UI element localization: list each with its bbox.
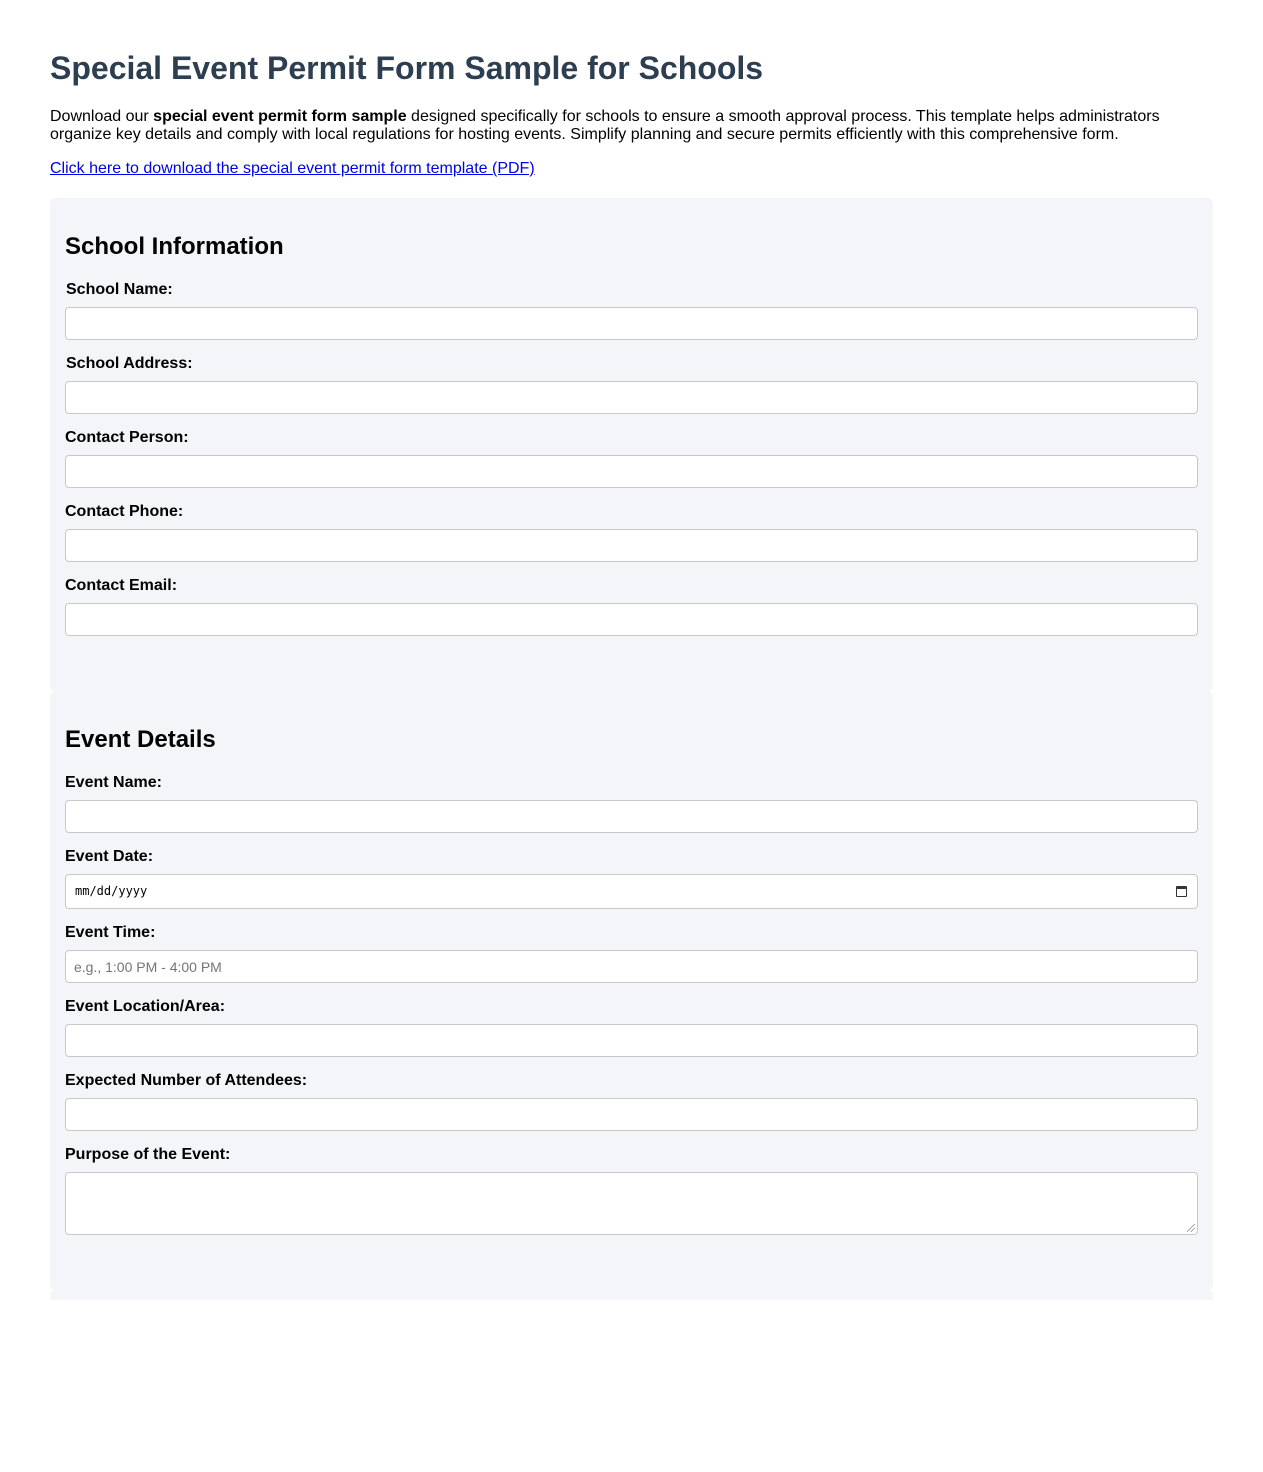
event-name-input[interactable] bbox=[65, 800, 1198, 833]
section-school-information bbox=[50, 198, 1213, 691]
calendar-icon[interactable] bbox=[1176, 886, 1187, 897]
label-contact-person: Contact Person: bbox=[65, 429, 189, 446]
section-next-partial bbox=[50, 1290, 1213, 1300]
intro-paragraph bbox=[50, 108, 1190, 144]
label-event-purpose: Purpose of the Event: bbox=[65, 1146, 231, 1163]
intro-text-before: Download our bbox=[50, 108, 154, 125]
expected-attendees-input[interactable] bbox=[65, 1098, 1198, 1131]
intro-text-bold: special event permit form sample bbox=[153, 108, 407, 125]
event-date-input[interactable] bbox=[65, 874, 1198, 909]
school-address-input[interactable] bbox=[65, 381, 1198, 414]
label-event-name: Event Name: bbox=[65, 774, 162, 791]
resize-grip-icon[interactable] bbox=[1187, 1224, 1195, 1232]
label-event-date: Event Date: bbox=[65, 848, 154, 865]
section-title: Event Details bbox=[65, 726, 216, 753]
label-expected-attendees: Expected Number of Attendees: bbox=[65, 1072, 308, 1089]
page-title: Special Event Permit Form Sample for Schools bbox=[50, 50, 764, 86]
label-event-location: Event Location/Area: bbox=[65, 998, 226, 1015]
section-event-details bbox=[50, 691, 1213, 1290]
school-name-input[interactable] bbox=[65, 307, 1198, 340]
event-time-input[interactable] bbox=[65, 950, 1198, 983]
label-event-time: Event Time: bbox=[65, 924, 156, 941]
event-purpose-textarea[interactable] bbox=[65, 1172, 1198, 1235]
label-contact-phone: Contact Phone: bbox=[65, 503, 184, 520]
label-school-name: School Name: bbox=[66, 281, 173, 298]
label-contact-email: Contact Email: bbox=[65, 577, 178, 594]
section-title: School Information bbox=[65, 233, 284, 260]
download-pdf-link[interactable]: Click here to download the special event permit form template (PDF) bbox=[50, 160, 535, 177]
contact-person-input[interactable] bbox=[65, 455, 1198, 488]
intro-text-after: designed specifically for schools to ensure a smooth approval process. This template helps administrators organize key details and comply with local regulations for hosting events. Simplify planning and secure permits efficiently with this comprehensive form. bbox=[50, 108, 1160, 143]
contact-email-input[interactable] bbox=[65, 603, 1198, 636]
label-school-address: School Address: bbox=[66, 355, 193, 372]
contact-phone-input[interactable] bbox=[65, 529, 1198, 562]
event-location-input[interactable] bbox=[65, 1024, 1198, 1057]
date-placeholder: mm/dd/yyyy bbox=[75, 884, 148, 898]
